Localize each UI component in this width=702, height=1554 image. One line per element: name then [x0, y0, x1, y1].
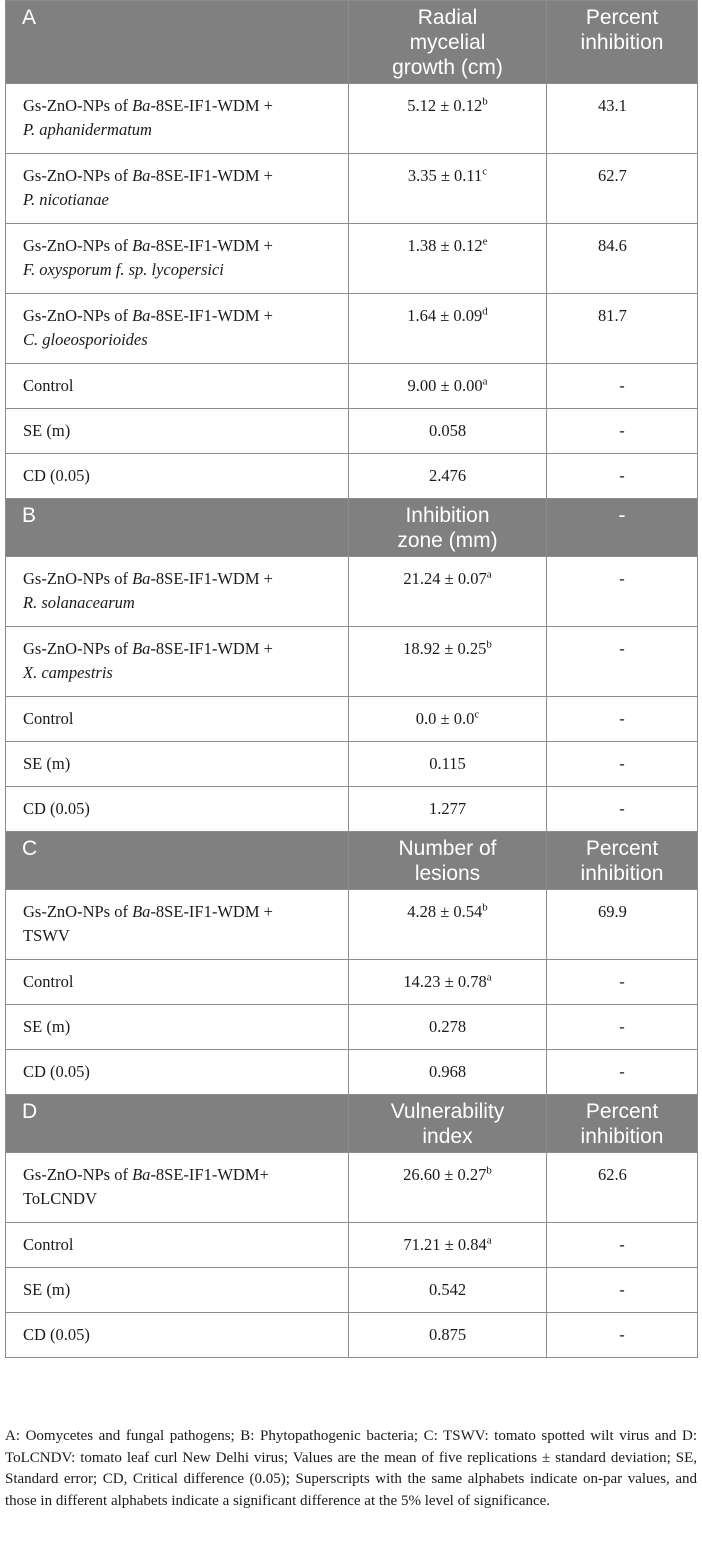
percent-inhibition-cell: [547, 1153, 698, 1223]
measure-header-line: index: [422, 1125, 473, 1148]
strain-suffix: -8SE-IF1-WDM +: [150, 306, 273, 325]
inhibition-header: [547, 832, 698, 890]
table-row: [6, 890, 698, 960]
measure-value: 0.875: [428, 1325, 467, 1344]
results-table: [5, 0, 698, 1358]
percent-inhibition-cell: [547, 1223, 698, 1268]
treatment-cell: [6, 742, 349, 787]
percent-inhibition-value: -: [619, 972, 625, 991]
percent-inhibition-cell: [547, 1313, 698, 1358]
pathogen-name: C. gloeosporioides: [23, 330, 148, 349]
significance-letter: a: [486, 1234, 492, 1247]
treatment-text: CD (0.05): [23, 466, 90, 485]
percent-inhibition-cell: [547, 409, 698, 454]
section-label: B: [6, 499, 349, 557]
strain-abbrev: Ba: [132, 902, 151, 921]
strain-suffix: -8SE-IF1-WDM +: [150, 236, 273, 255]
treatment-cell: [6, 697, 349, 742]
measure-value: 3.35 ± 0.11: [407, 166, 483, 185]
treatment-text: Gs-ZnO-NPs of: [23, 902, 133, 921]
treatment-cell: [6, 84, 349, 154]
strain-abbrev: Ba: [132, 96, 151, 115]
treatment-cell: [6, 787, 349, 832]
treatment-cell: [6, 294, 349, 364]
percent-inhibition-cell: [547, 224, 698, 294]
percent-inhibition-value: -: [619, 1235, 625, 1254]
measure-value-cell: [349, 1223, 547, 1268]
measure-value: 4.28 ± 0.54: [407, 902, 483, 921]
strain-abbrev: Ba: [132, 639, 151, 658]
measure-value-cell: [349, 960, 547, 1005]
measure-value-cell: [349, 1005, 547, 1050]
percent-inhibition-value: -: [619, 376, 625, 395]
measure-value-cell: [349, 557, 547, 627]
treatment-text: SE (m): [23, 1280, 71, 1299]
measure-value: 9.00 ± 0.00: [407, 376, 483, 395]
measure-header: [349, 499, 547, 557]
measure-value-cell: [349, 154, 547, 224]
treatment-cell: [6, 454, 349, 499]
percent-inhibition-cell: [547, 454, 698, 499]
treatment-cell: [6, 1223, 349, 1268]
treatment-cell: [6, 960, 349, 1005]
treatment-cell: [6, 890, 349, 960]
percent-inhibition-cell: [547, 1268, 698, 1313]
measure-header: [349, 1095, 547, 1153]
measure-value: 2.476: [428, 466, 467, 485]
significance-letter: b: [482, 95, 488, 108]
measure-value-cell: [349, 1153, 547, 1223]
table-row: [6, 1313, 698, 1358]
percent-inhibition-cell: [547, 1005, 698, 1050]
treatment-text: SE (m): [23, 754, 71, 773]
measure-header-line: lesions: [414, 862, 481, 885]
measure-value: 1.277: [428, 799, 467, 818]
treatment-cell: [6, 364, 349, 409]
table-footnote: A: Oomycetes and fungal pathogens; B: Phytopathogenic bacteria; C: TSWV: tomato spotted wilt virus and D: ToLCNDV: tomato leaf curl New Delhi virus; Values are the mean of five replications ± standard deviation; SE, Standard error; CD, Critical difference (0.05); Superscripts with the same alphabets indicate on-par values, and those in different alphabets indicate a significant difference at the 5% level of significance.: [5, 1428, 697, 1509]
table-row: [6, 454, 698, 499]
measure-value: 1.64 ± 0.09: [407, 306, 483, 325]
measure-value-cell: [349, 224, 547, 294]
treatment-cell: [6, 1313, 349, 1358]
strain-abbrev: Ba: [132, 569, 151, 588]
strain-suffix: -8SE-IF1-WDM +: [150, 166, 273, 185]
treatment-text: Gs-ZnO-NPs of: [23, 1165, 133, 1184]
table-row: [6, 154, 698, 224]
table-row: [6, 84, 698, 154]
measure-value: 26.60 ± 0.27: [403, 1165, 487, 1184]
measure-header: [349, 1, 547, 84]
measure-header-line: mycelial: [409, 31, 486, 54]
treatment-cell: [6, 1005, 349, 1050]
percent-inhibition-cell: [547, 1050, 698, 1095]
percent-inhibition-cell: [547, 960, 698, 1005]
percent-inhibition-value: 62.7: [598, 166, 627, 185]
measure-value-cell: [349, 697, 547, 742]
measure-value: 0.542: [428, 1280, 467, 1299]
measure-header: [349, 832, 547, 890]
measure-value-cell: [349, 742, 547, 787]
strain-abbrev: Ba: [132, 1165, 151, 1184]
percent-inhibition-value: -: [619, 421, 625, 440]
pathogen-name: X. campestris: [23, 663, 113, 682]
percent-inhibition-cell: [547, 787, 698, 832]
strain-suffix: -8SE-IF1-WDM +: [150, 902, 273, 921]
percent-inhibition-value: -: [619, 709, 625, 728]
percent-inhibition-value: -: [619, 1280, 625, 1299]
treatment-cell: [6, 224, 349, 294]
pathogen-name: ToLCNDV: [23, 1189, 98, 1208]
strain-abbrev: Ba: [132, 166, 151, 185]
measure-value-cell: [349, 787, 547, 832]
table-row: [6, 557, 698, 627]
significance-letter: e: [482, 235, 488, 248]
measure-header-line: Number of: [398, 837, 497, 860]
inhibition-header-line: Percent: [585, 1100, 659, 1123]
table-row: [6, 364, 698, 409]
percent-inhibition-cell: [547, 697, 698, 742]
inhibition-header: [547, 1095, 698, 1153]
treatment-text: Gs-ZnO-NPs of: [23, 569, 133, 588]
treatment-text: Control: [23, 972, 74, 991]
treatment-text: CD (0.05): [23, 1325, 90, 1344]
table-row: [6, 960, 698, 1005]
significance-letter: a: [482, 375, 488, 388]
strain-suffix: -8SE-IF1-WDM +: [150, 569, 273, 588]
significance-letter: a: [486, 568, 492, 581]
percent-inhibition-cell: [547, 627, 698, 697]
measure-value-cell: [349, 627, 547, 697]
percent-inhibition-cell: [547, 84, 698, 154]
measure-header-line: Radial: [417, 6, 478, 29]
inhibition-header-line: inhibition: [580, 1125, 664, 1148]
percent-inhibition-value: -: [619, 1325, 625, 1344]
measure-header-line: zone (mm): [397, 529, 498, 552]
table-row: [6, 1153, 698, 1223]
table-row: [6, 697, 698, 742]
significance-letter: b: [482, 901, 488, 914]
treatment-text: Gs-ZnO-NPs of: [23, 306, 133, 325]
percent-inhibition-cell: [547, 294, 698, 364]
measure-value: 1.38 ± 0.12: [407, 236, 483, 255]
section-header-b: [6, 499, 698, 557]
percent-inhibition-value: -: [619, 799, 625, 818]
treatment-cell: [6, 1268, 349, 1313]
inhibition-header-line: inhibition: [580, 31, 664, 54]
significance-letter: c: [482, 165, 488, 178]
measure-value-cell: [349, 454, 547, 499]
measure-value-cell: [349, 1050, 547, 1095]
treatment-text: Gs-ZnO-NPs of: [23, 166, 133, 185]
measure-value-cell: [349, 1268, 547, 1313]
inhibition-header-line: -: [618, 504, 626, 527]
strain-abbrev: Ba: [132, 306, 151, 325]
treatment-cell: [6, 154, 349, 224]
percent-inhibition-cell: [547, 557, 698, 627]
measure-value: 0.058: [428, 421, 467, 440]
percent-inhibition-cell: [547, 742, 698, 787]
table-row: [6, 409, 698, 454]
measure-value: 5.12 ± 0.12: [407, 96, 483, 115]
treatment-cell: [6, 1050, 349, 1095]
treatment-cell: [6, 627, 349, 697]
treatment-text: Gs-ZnO-NPs of: [23, 96, 133, 115]
measure-value: 0.278: [428, 1017, 467, 1036]
treatment-text: SE (m): [23, 1017, 71, 1036]
inhibition-header-line: Percent: [585, 837, 659, 860]
significance-letter: d: [482, 305, 488, 318]
table-row: [6, 787, 698, 832]
table-row: [6, 627, 698, 697]
treatment-cell: [6, 557, 349, 627]
measure-value-cell: [349, 364, 547, 409]
pathogen-name: F. oxysporum f. sp. lycopersici: [23, 260, 224, 279]
measure-value-cell: [349, 409, 547, 454]
measure-value: 0.115: [429, 754, 466, 773]
percent-inhibition-value: 81.7: [598, 306, 627, 325]
measure-value-cell: [349, 890, 547, 960]
measure-value: 21.24 ± 0.07: [403, 569, 487, 588]
measure-header-line: Inhibition: [405, 504, 490, 527]
percent-inhibition-value: -: [619, 569, 625, 588]
inhibition-header: [547, 499, 698, 557]
significance-letter: b: [486, 1164, 492, 1177]
significance-letter: a: [486, 971, 492, 984]
measure-value: 14.23 ± 0.78: [403, 972, 487, 991]
table-row: [6, 1223, 698, 1268]
table-row: [6, 1268, 698, 1313]
section-label: C: [6, 832, 349, 890]
table-row: [6, 1005, 698, 1050]
table-row: [6, 1050, 698, 1095]
section-label: D: [6, 1095, 349, 1153]
measure-value: 0.968: [428, 1062, 467, 1081]
strain-suffix: -8SE-IF1-WDM +: [150, 639, 273, 658]
results-table-container: [5, 0, 697, 1358]
percent-inhibition-value: -: [619, 1062, 625, 1081]
section-header-c: [6, 832, 698, 890]
treatment-text: Control: [23, 376, 74, 395]
strain-suffix: -8SE-IF1-WDM +: [150, 96, 273, 115]
percent-inhibition-value: 69.9: [598, 902, 627, 921]
inhibition-header-line: inhibition: [580, 862, 664, 885]
strain-abbrev: Ba: [132, 236, 151, 255]
treatment-text: CD (0.05): [23, 799, 90, 818]
measure-header-line: Vulnerability: [390, 1100, 505, 1123]
section-label: A: [6, 1, 349, 84]
section-header-d: [6, 1095, 698, 1153]
measure-value-cell: [349, 294, 547, 364]
treatment-text: Control: [23, 709, 74, 728]
inhibition-header: [547, 1, 698, 84]
percent-inhibition-value: -: [619, 639, 625, 658]
treatment-text: Control: [23, 1235, 74, 1254]
percent-inhibition-value: 43.1: [598, 96, 627, 115]
measure-header-line: growth (cm): [392, 56, 503, 79]
treatment-text: Gs-ZnO-NPs of: [23, 639, 133, 658]
treatment-cell: [6, 409, 349, 454]
percent-inhibition-value: 62.6: [598, 1165, 627, 1184]
percent-inhibition-value: 84.6: [598, 236, 627, 255]
significance-letter: b: [486, 638, 492, 651]
pathogen-name: P. aphanidermatum: [23, 120, 152, 139]
measure-value: 0.0 ± 0.0: [415, 709, 475, 728]
pathogen-name: R. solanacearum: [23, 593, 135, 612]
strain-suffix: -8SE-IF1-WDM+: [150, 1165, 269, 1184]
measure-value: 71.21 ± 0.84: [403, 1235, 487, 1254]
table-row: [6, 294, 698, 364]
percent-inhibition-value: -: [619, 466, 625, 485]
percent-inhibition-cell: [547, 154, 698, 224]
percent-inhibition-value: -: [619, 1017, 625, 1036]
inhibition-header-line: Percent: [585, 6, 659, 29]
treatment-text: Gs-ZnO-NPs of: [23, 236, 133, 255]
table-row: [6, 742, 698, 787]
measure-value: 18.92 ± 0.25: [403, 639, 487, 658]
table-row: [6, 224, 698, 294]
significance-letter: c: [474, 708, 480, 721]
section-header-a: [6, 1, 698, 84]
pathogen-name: P. nicotianae: [23, 190, 109, 209]
percent-inhibition-cell: [547, 364, 698, 409]
results-table-body: [6, 1, 698, 1358]
treatment-text: SE (m): [23, 421, 71, 440]
measure-value-cell: [349, 1313, 547, 1358]
pathogen-name: TSWV: [23, 926, 70, 945]
measure-value-cell: [349, 84, 547, 154]
treatment-text: CD (0.05): [23, 1062, 90, 1081]
percent-inhibition-value: -: [619, 754, 625, 773]
percent-inhibition-cell: [547, 890, 698, 960]
treatment-cell: [6, 1153, 349, 1223]
